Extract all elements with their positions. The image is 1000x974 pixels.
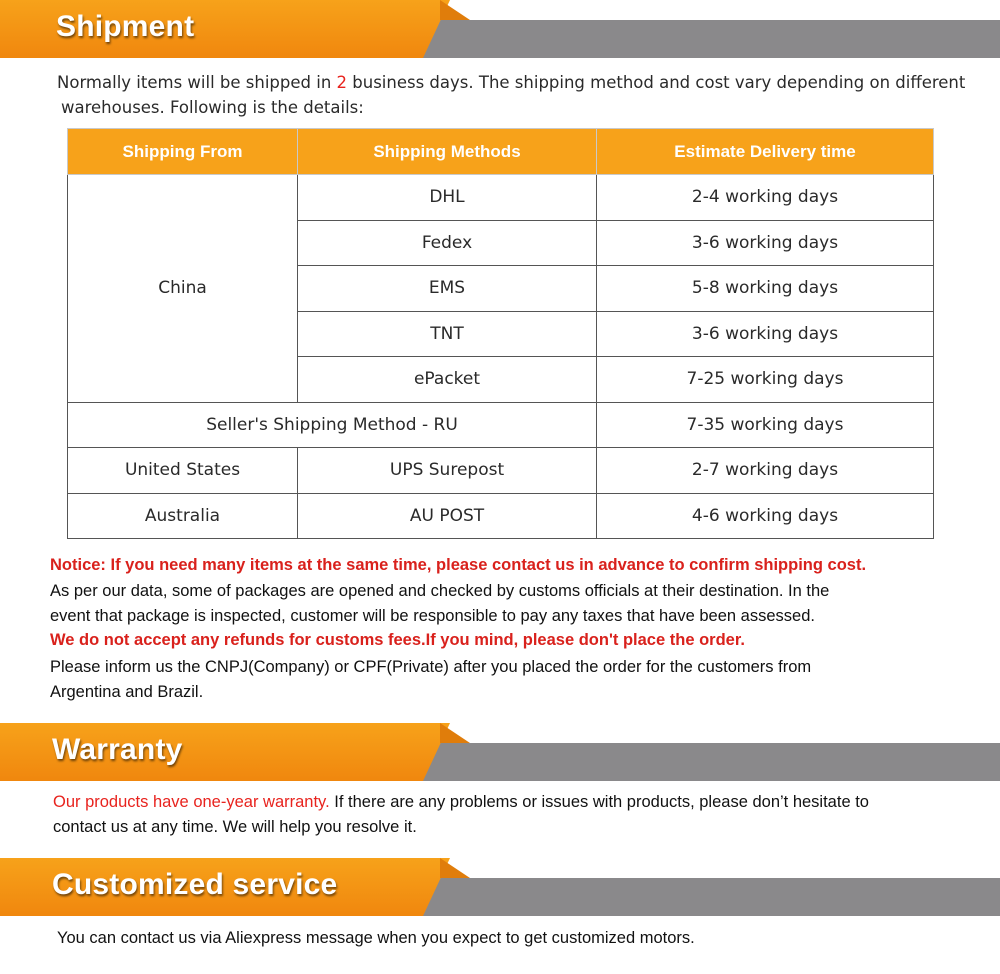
- warranty-title: Warranty: [52, 733, 183, 766]
- warranty-banner: [0, 723, 1000, 781]
- shipment-intro: Normally items will be shipped in 2 business days. The shipping method and cost vary depending on different: [57, 73, 966, 92]
- warranty-highlight: Our products have one-year warranty.: [53, 793, 330, 811]
- table-row: [68, 402, 934, 448]
- method-cell: DHL: [298, 175, 597, 221]
- time-cell: 2-7 working days: [597, 448, 934, 494]
- shipment-title: Shipment: [56, 10, 195, 43]
- banner-notch: [440, 0, 470, 20]
- cnpj-line-1: Please inform us the CNPJ(Company) or CPF(Private) after you placed the order for the customers from: [50, 658, 812, 676]
- warranty-text-line2: contact us at any time. We will help you resolve it.: [53, 818, 417, 836]
- customs-line-1: As per our data, some of packages are opened and checked by customs officials at their destination. In the: [50, 582, 830, 600]
- header-shipping-from: Shipping From: [68, 129, 298, 175]
- refund-notice: We do not accept any refunds for customs fees.If you mind, please don't place the order.: [50, 631, 745, 649]
- custom-text: You can contact us via Aliexpress message when you expect to get customized motors.: [57, 929, 695, 947]
- shipment-intro-line2: warehouses. Following is the details:: [61, 98, 364, 117]
- method-cell: AU POST: [298, 493, 597, 539]
- time-cell: 7-35 working days: [597, 402, 934, 448]
- time-cell: 5-8 working days: [597, 266, 934, 312]
- method-cell: Fedex: [298, 220, 597, 266]
- method-cell: EMS: [298, 266, 597, 312]
- header-shipping-methods: Shipping Methods: [298, 129, 597, 175]
- warranty-text: Our products have one-year warranty. If there are any problems or issues with products, please don’t hesitate to: [53, 793, 869, 811]
- origin-china: China: [68, 175, 298, 403]
- shipping-table: [67, 128, 934, 539]
- time-cell: 3-6 working days: [597, 220, 934, 266]
- method-cell: ePacket: [298, 357, 597, 403]
- banner-notch: [440, 723, 470, 743]
- table-row: [68, 175, 934, 221]
- custom-title: Customized service: [52, 868, 338, 901]
- custom-banner: [0, 858, 1000, 916]
- header-delivery-time: Estimate Delivery time: [597, 129, 934, 175]
- cnpj-line-2: Argentina and Brazil.: [50, 683, 204, 701]
- customs-line-2: event that package is inspected, customer will be responsible to pay any taxes that have been assessed.: [50, 607, 815, 625]
- time-cell: 3-6 working days: [597, 311, 934, 357]
- origin-au: Australia: [68, 493, 298, 539]
- time-cell: 7-25 working days: [597, 357, 934, 403]
- time-cell: 4-6 working days: [597, 493, 934, 539]
- shipment-banner: [0, 0, 1000, 58]
- time-cell: 2-4 working days: [597, 175, 934, 221]
- origin-us: United States: [68, 448, 298, 494]
- method-cell-seller: Seller's Shipping Method - RU: [68, 402, 597, 448]
- banner-notch: [440, 858, 470, 878]
- table-row: [68, 493, 934, 539]
- notice-text: Notice: If you need many items at the same time, please contact us in advance to confirm shipping cost.: [50, 556, 867, 574]
- shipping-days: 2: [336, 73, 348, 92]
- method-cell: TNT: [298, 311, 597, 357]
- table-row: [68, 448, 934, 494]
- table-header-row: [68, 129, 934, 175]
- method-cell: UPS Surepost: [298, 448, 597, 494]
